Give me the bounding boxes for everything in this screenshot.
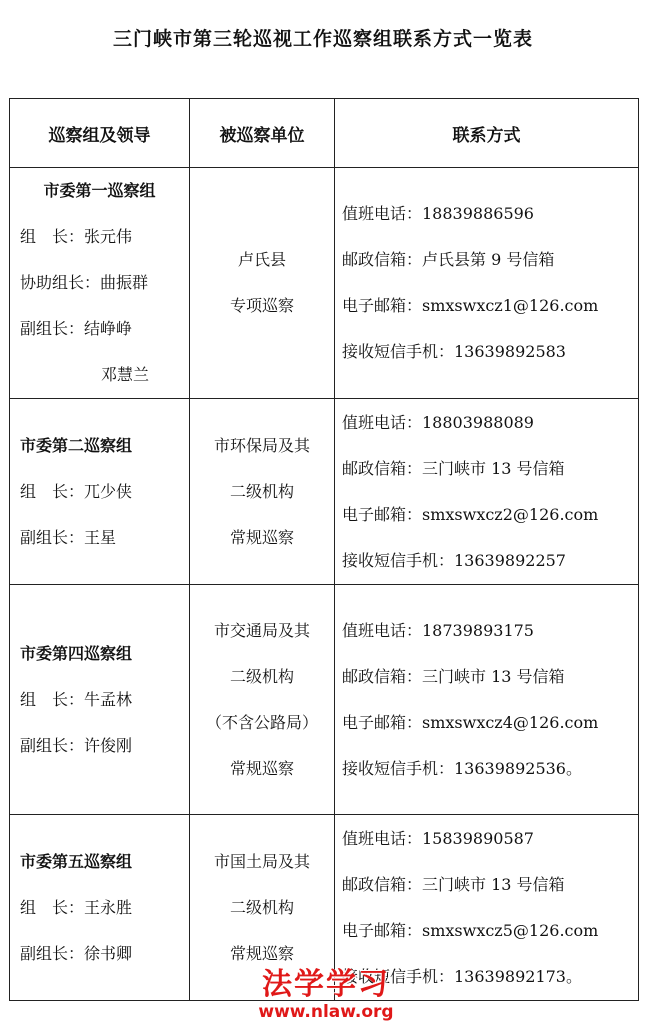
group-name: 市委第一巡察组 [43, 181, 156, 200]
leader-line: 组 长：王永胜 [20, 897, 133, 917]
unit-line: 市交通局及其 [213, 620, 310, 640]
unit-line: （不含公路局） [205, 712, 318, 732]
unit-line: 二级机构 [229, 897, 294, 917]
table-row [10, 815, 639, 1001]
email: 电子邮箱：smxswxcz4@126.com [342, 712, 599, 732]
postal-box: 邮政信箱：卢氏县第 9 号信箱 [342, 250, 555, 269]
contact-cell [335, 815, 639, 1001]
header-contacts: 联系方式 [335, 99, 639, 168]
sms-phone: 接收短信手机：13639892536。 [342, 758, 582, 778]
unit-cell [190, 815, 335, 1001]
sms-phone: 接收短信手机：13639892173。 [342, 966, 582, 986]
leader-line: 组 长：牛孟林 [20, 689, 133, 709]
leader-line: 副组长：王星 [20, 527, 117, 547]
unit-line: 市国土局及其 [213, 851, 310, 871]
duty-phone: 值班电话：18803988089 [342, 412, 534, 432]
unit-line: 二级机构 [229, 666, 294, 686]
header-leaders: 巡察组及领导 [10, 99, 190, 168]
contact-cell [335, 168, 639, 399]
unit-line: 卢氏县 [237, 250, 286, 269]
leader-line: 邓慧兰 [101, 365, 150, 384]
leader-line: 组 长：张元伟 [20, 227, 133, 246]
unit-cell [190, 168, 335, 399]
leader-cell [10, 168, 190, 399]
contact-cell [335, 585, 639, 815]
sms-phone: 接收短信手机：13639892257 [342, 550, 566, 570]
sms-phone: 接收短信手机：13639892583 [342, 342, 566, 361]
postal-box: 邮政信箱：三门峡市 13 号信箱 [342, 458, 565, 478]
table-row [10, 168, 639, 399]
postal-box: 邮政信箱：三门峡市 13 号信箱 [342, 874, 565, 894]
unit-cell [190, 585, 335, 815]
unit-line: 专项巡察 [229, 296, 294, 315]
email: 电子邮箱：smxswxcz5@126.com [342, 920, 599, 940]
table-row [10, 399, 639, 585]
unit-line: 市环保局及其 [213, 435, 310, 455]
postal-box: 邮政信箱：三门峡市 13 号信箱 [342, 666, 565, 686]
leader-line: 组 长：兀少侠 [20, 481, 133, 501]
header-units: 被巡察单位 [190, 99, 335, 168]
email: 电子邮箱：smxswxcz1@126.com [342, 296, 599, 315]
group-name: 市委第四巡察组 [20, 643, 133, 663]
group-name: 市委第二巡察组 [20, 435, 133, 455]
email: 电子邮箱：smxswxcz2@126.com [342, 504, 599, 524]
unit-line: 常规巡察 [229, 758, 294, 778]
table-row [10, 585, 639, 815]
unit-line: 常规巡察 [229, 943, 294, 963]
duty-phone: 值班电话：15839890587 [342, 828, 534, 848]
group-name: 市委第五巡察组 [20, 851, 133, 871]
unit-line: 常规巡察 [229, 527, 294, 547]
duty-phone: 值班电话：18739893175 [342, 620, 534, 640]
leader-line: 副组长：结峥峥 [20, 319, 133, 338]
leader-line: 协助组长：曲振群 [20, 273, 149, 292]
leader-cell [10, 815, 190, 1001]
contact-cell [335, 399, 639, 585]
leader-line: 副组长：许俊刚 [20, 735, 133, 755]
leader-line: 副组长：徐书卿 [20, 943, 133, 963]
page-title: 三门峡市第三轮巡视工作巡察组联系方式一览表 [112, 28, 533, 50]
contact-table [9, 98, 639, 1001]
watermark-text: 法学学习 [262, 967, 390, 1002]
watermark-url: www.nlaw.org [258, 1002, 394, 1022]
header-row [10, 99, 639, 168]
leader-cell [10, 399, 190, 585]
duty-phone: 值班电话：18839886596 [342, 204, 534, 223]
unit-cell [190, 399, 335, 585]
unit-line: 二级机构 [229, 481, 294, 501]
leader-cell [10, 585, 190, 815]
